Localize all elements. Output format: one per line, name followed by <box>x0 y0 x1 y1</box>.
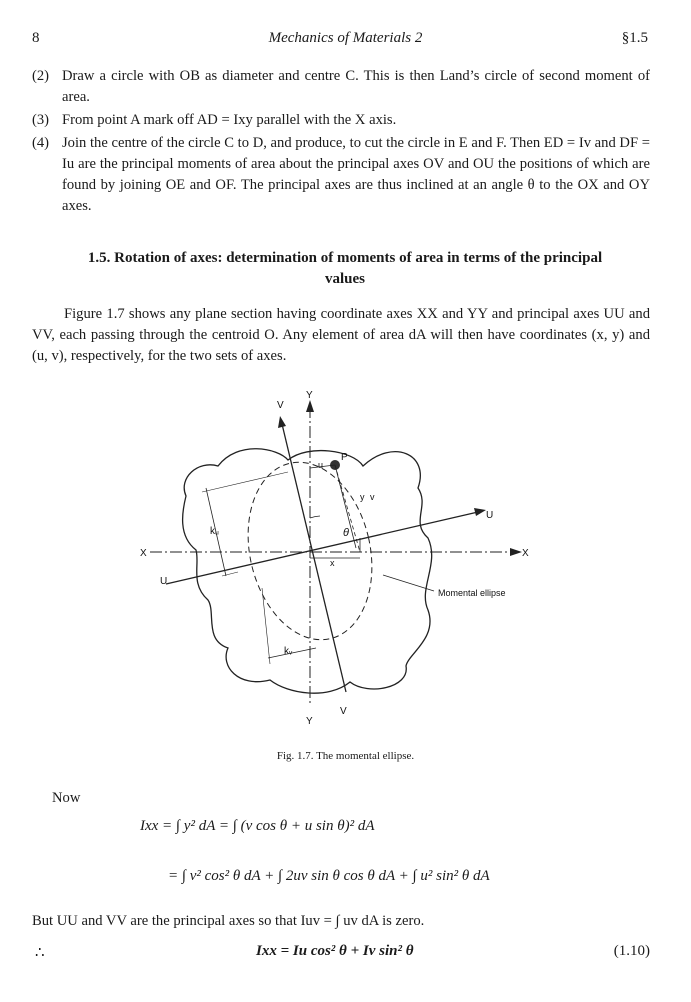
x-axis-arrow <box>510 548 522 556</box>
momental-ellipse-label: Momental ellipse <box>438 588 506 598</box>
step-item <box>32 110 650 131</box>
step-item <box>32 66 650 108</box>
x-left-label: X <box>140 548 147 559</box>
p-label: P <box>341 452 348 463</box>
ku-label: kᵤ <box>210 526 219 537</box>
v-coordinate-label: v <box>370 492 375 502</box>
kv-label: kᵥ <box>284 646 293 657</box>
step-item <box>32 133 650 217</box>
y-axis-arrow <box>306 400 314 412</box>
y-coordinate-label: y <box>360 492 365 502</box>
running-title: Mechanics of Materials 2 <box>268 30 423 46</box>
step-text: From point A mark off AD = Ixy parallel with the X axis. <box>62 112 397 128</box>
now-label: Now <box>52 790 81 806</box>
theta-label: θ <box>343 527 349 539</box>
y-top-label: Y <box>306 390 313 401</box>
step-text: Draw a circle with OB as diameter and centre C. This is then Land’s circle of second moment of area. <box>62 68 650 105</box>
figure-caption: Fig. 1.7. The momental ellipse. <box>276 750 415 762</box>
v-axis-arrow <box>278 416 286 428</box>
y-bottom-label: Y <box>306 716 313 727</box>
momental-ellipse-figure <box>138 388 558 733</box>
page-number: 8 <box>32 30 40 46</box>
equation-1-10: Ixx = Iu cos² θ + Iv sin² θ <box>256 943 414 959</box>
v-bottom-label: V <box>340 706 347 717</box>
section-heading: 1.5. Rotation of axes: determination of moments of area in terms of the principal values <box>87 250 603 287</box>
x-right-label: X <box>522 548 529 559</box>
u-left-label: U <box>160 576 168 587</box>
equation-2: = ∫ v² cos² θ dA + ∫ 2uv sin θ cos θ dA + ∫ u² sin² θ dA <box>168 868 490 884</box>
step-text: Join the centre of the circle C to D, and produce, to cut the circle in E and F. Then ED = Iv and DF = Iu are the principal moments of area about the principal axes OV and OU the positions of which are found by joining OE and OF. The principal axes are thus inclined at an angle θ to the OX and OY axes. <box>62 135 650 214</box>
step-number: (2) <box>32 68 50 84</box>
u-coordinate-label: u <box>318 460 324 470</box>
equation-number: (1.10) <box>613 943 650 959</box>
v-top-label: V <box>277 400 284 411</box>
step-number: (3) <box>32 112 50 128</box>
therefore-symbol: ∴ <box>35 945 45 961</box>
u-axis-arrow <box>474 508 486 516</box>
principal-axes-note: But UU and VV are the principal axes so that Iuv = ∫ uv dA is zero. <box>32 913 425 929</box>
section-reference: §1.5 <box>621 30 648 46</box>
u-right-label: U <box>486 510 494 521</box>
step-number: (4) <box>32 135 50 151</box>
x-coordinate-label: x <box>330 558 335 568</box>
equation-1: Ixx = ∫ y² dA = ∫ (v cos θ + u sin θ)² dA <box>140 818 375 834</box>
body-paragraph: Figure 1.7 shows any plane section having coordinate axes XX and YY and principal axes UU and VV, each passing through the centroid O. Any element of area dA will then have coordinates (x, y) and (u, v), respectively, for the two sets of axes. <box>32 306 650 364</box>
